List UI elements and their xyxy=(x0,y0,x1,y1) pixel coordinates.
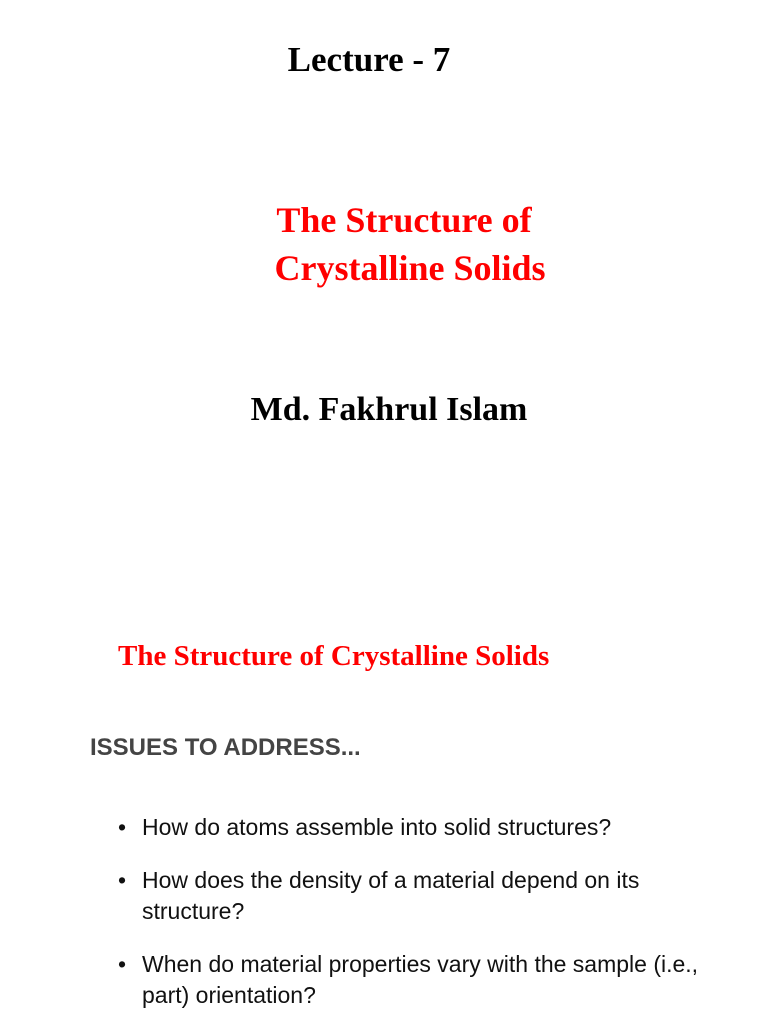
issues-heading: ISSUES TO ADDRESS... xyxy=(90,734,361,761)
bullet-icon: • xyxy=(118,951,127,977)
main-title-line-1: The Structure of xyxy=(276,200,532,240)
list-item-text: How do atoms assemble into solid structures? xyxy=(142,814,612,840)
main-title xyxy=(0,196,768,292)
list-item xyxy=(118,865,738,927)
author-name: Md. Fakhrul Islam xyxy=(250,391,528,428)
issues-list xyxy=(118,812,738,1011)
section-title: The Structure of Crystalline Solids xyxy=(118,640,550,672)
bullet-icon: • xyxy=(118,814,127,840)
bullet-icon: • xyxy=(118,867,127,893)
list-item-text: When do material properties vary with the sample (i.e., part) orientation? xyxy=(142,951,699,1008)
list-item xyxy=(118,949,738,1011)
list-item xyxy=(118,812,738,843)
main-title-line-2: Crystalline Solids xyxy=(274,248,546,288)
lecture-number: Lecture - 7 xyxy=(287,40,451,79)
list-item-text: How does the density of a material depend on its structure? xyxy=(142,867,640,924)
